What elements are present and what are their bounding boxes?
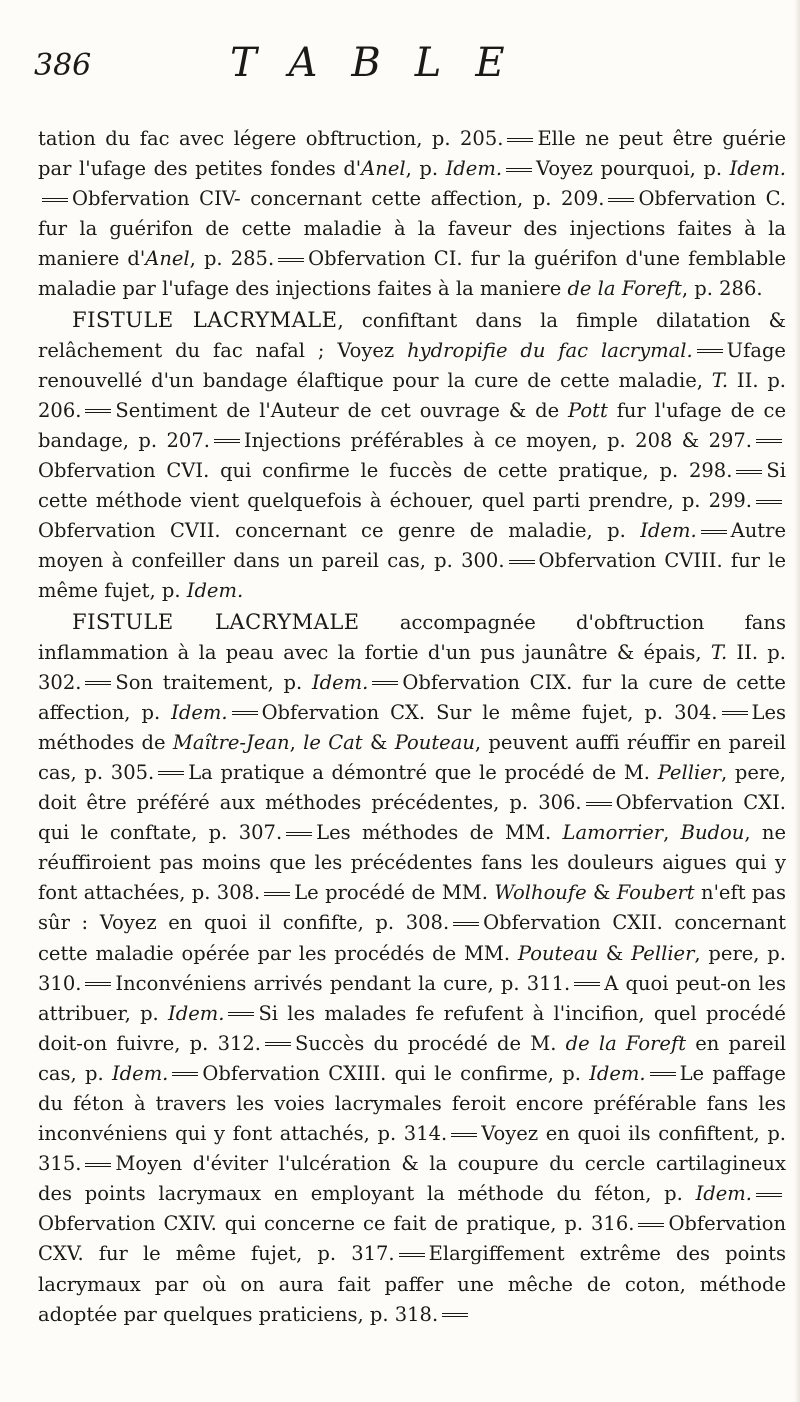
- entry-text: Obfervation C. fur la guérifon de cette maladie à la faveur des injections faites à la maniere d': [38, 187, 787, 271]
- italic-text: Idem.: [186, 579, 244, 603]
- entry-text: Obfervation CXIV. qui concerne ce fait de pratique, p. 316.: [38, 1212, 635, 1236]
- entry-text: ,: [289, 730, 304, 754]
- entry-text: n'eft pas sûr : Voyez en quoi il confifte, p. 308.: [38, 881, 786, 935]
- italic-text: hydropifie du fac lacrymal.: [407, 338, 693, 362]
- page-number: 386: [34, 48, 92, 83]
- entry-text: Voyez en quoi ils confiftent, p. 315.: [38, 1122, 787, 1176]
- entry-text: , confiftant dans la fimple dilatation & relâchement du fac nafal ; Voyez: [38, 308, 786, 362]
- entry-separator: [42, 198, 68, 202]
- running-title: TABLE: [230, 40, 539, 86]
- entry-separator: [265, 1042, 291, 1046]
- entry-separator: [286, 832, 312, 836]
- entry-text: Obfervation CIV- concernant cette affection, p. 209.: [72, 187, 605, 211]
- entry-separator: [756, 1193, 782, 1197]
- entry-text: Les méthodes de: [38, 700, 786, 754]
- entry-text: Obfervation CX. Sur le même fujet, p. 304.: [261, 700, 718, 724]
- entry-text: Obfervation CVII. concernant ce genre de maladie, p.: [38, 519, 641, 543]
- page-edge-shadow: [794, 0, 800, 1402]
- entry-text: Le paffage du féton à travers les voies lacrymales feroit encore préférable fans les inconvéniens qui y font attachés, p. 314.: [38, 1061, 786, 1146]
- italic-text: Idem.: [171, 700, 228, 724]
- entry-text: Si les malades fe refufent à l'incifion, quel procédé doit-on fuivre, p. 312.: [38, 1001, 786, 1055]
- entry-text: en pareil cas, p.: [38, 1031, 786, 1085]
- entry-text: accompagnée d'obftruction fans inflammation à la peau avec la fortie d'un pus jaunâtre & épais,: [38, 610, 786, 664]
- entry-text: Autre moyen à confeiller dans un pareil cas, p. 300.: [38, 519, 786, 573]
- entry-text: , p. 285.: [189, 247, 275, 271]
- entry-separator: [701, 530, 727, 534]
- index-entry-paragraph: [38, 124, 786, 305]
- entry-separator: [85, 1163, 111, 1167]
- italic-text: Anel: [361, 157, 406, 181]
- italic-text: Pellier: [631, 941, 695, 965]
- italic-text: Idem.: [311, 670, 369, 694]
- italic-text: Idem.: [640, 519, 697, 543]
- entry-text: Sentiment de l'Auteur de cet ouvrage & de: [115, 398, 569, 422]
- entry-separator: [442, 1313, 468, 1317]
- entry-text: Ufage renouvellé d'un bandage élaftique pour la cure de cette maladie,: [38, 338, 786, 392]
- italic-text: Idem.: [168, 1001, 225, 1025]
- entry-text: Obfervation CXV. fur le même fujet, p. 317.: [38, 1212, 786, 1266]
- entry-separator: [586, 802, 612, 806]
- entry-separator: [453, 922, 479, 926]
- entry-separator: [697, 349, 723, 353]
- index-entry-paragraph: [38, 607, 786, 1330]
- entry-separator: [372, 681, 398, 685]
- italic-text: Wolhoufe: [494, 881, 587, 905]
- entry-text: Inconvéniens arrivés pendant la cure, p. 311.: [115, 971, 571, 995]
- entry-separator: [228, 1012, 254, 1016]
- entry-text: , peuvent auffi réuffir en pareil cas, p. 305.: [38, 730, 786, 784]
- italic-text: Pellier: [657, 760, 722, 784]
- entry-separator: [638, 1223, 664, 1227]
- italic-text: Pouteau: [517, 941, 599, 965]
- entry-separator: [650, 1072, 676, 1076]
- entry-text: Obfervation CIX. fur la cure de cette affection, p.: [38, 670, 786, 724]
- italic-text: Idem.: [111, 1061, 169, 1085]
- italic-text: de la Foreft: [567, 277, 682, 301]
- italic-text: Idem.: [729, 157, 787, 181]
- entry-separator: [399, 1253, 425, 1257]
- entry-text: Si cette méthode vient quelquefois à échouer, quel parti prendre, p. 299.: [38, 459, 786, 513]
- italic-text: Anel: [145, 247, 190, 271]
- entry-text: , pere, doit être préféré aux méthodes précédentes, p. 306.: [38, 760, 787, 815]
- entry-separator: [509, 560, 535, 564]
- entry-text: Le procédé de MM.: [294, 881, 495, 905]
- italic-text: Lamorrier: [562, 821, 664, 845]
- entry-text: Injections préférables à ce moyen, p. 208 & 297.: [243, 428, 752, 452]
- entry-text: Obfervation CXIII. qui le confirme, p.: [202, 1061, 590, 1085]
- entry-separator: [507, 138, 533, 142]
- entry-text: Les méthodes de MM.: [316, 821, 563, 845]
- entry-separator: [158, 771, 184, 775]
- entry-text: Elle ne peut être guérie par l'ufage des petites fondes d': [38, 127, 786, 181]
- entry-separator: [85, 681, 111, 685]
- entry-separator: [736, 470, 762, 474]
- entry-heading: FISTULE LACRYMALE: [72, 307, 338, 332]
- entry-text: ,: [663, 821, 681, 845]
- entry-text: &: [586, 881, 617, 905]
- entry-text: La pratique a démontré que le procédé de M.: [188, 760, 658, 784]
- entry-text: , ne réuffiroient pas moins que les précédentes fans les douleurs aigues qui y font attachées, p. 308.: [38, 821, 787, 905]
- entry-text: &: [598, 941, 632, 965]
- entry-separator: [506, 168, 532, 172]
- entry-separator: [232, 711, 258, 715]
- italic-text: Maître-Jean: [172, 730, 290, 754]
- index-text-body: [38, 124, 786, 1330]
- entry-separator: [85, 982, 111, 986]
- entry-separator: [722, 711, 748, 715]
- entry-text: &: [362, 730, 395, 754]
- entry-text: II. p. 302.: [38, 640, 786, 694]
- entry-text: , p. 286.: [681, 277, 763, 301]
- italic-text: de la Foreft: [565, 1031, 687, 1055]
- italic-text: T.: [710, 640, 728, 664]
- entry-separator: [214, 439, 240, 443]
- entry-text: , pere, p. 310.: [38, 941, 786, 995]
- italic-text: Foubert: [616, 881, 695, 905]
- entry-text: A quoi peut-on les attribuer, p.: [38, 971, 786, 1025]
- italic-text: Pouteau: [394, 730, 475, 754]
- entry-text: II. p. 206.: [38, 368, 786, 422]
- entry-text: Obfervation CXII. concernant cette maladie opérée par les procédés de MM.: [38, 911, 786, 965]
- italic-text: Budou: [680, 821, 745, 845]
- entry-text: Obfervation CVI. qui confirme le fuccès de cette pratique, p. 298.: [38, 459, 733, 483]
- entry-text: Obfervation CI. fur la guérifon d'une femblable maladie par l'ufage des injections faites à la maniere: [38, 247, 786, 301]
- entry-text: fur l'ufage de ce bandage, p. 207.: [38, 398, 786, 452]
- entry-text: , p.: [405, 157, 446, 181]
- entry-separator: [574, 982, 600, 986]
- italic-text: Idem.: [695, 1182, 752, 1206]
- entry-text: Elargiffement extrême des points lacrymaux par où on aura fait paffer une mêche de coton, méthode adoptée par quelques praticiens, p. 318.: [38, 1242, 786, 1326]
- italic-text: Idem.: [589, 1061, 646, 1085]
- italic-text: Pott: [568, 398, 608, 422]
- entry-text: Moyen d'éviter l'ulcération & la coupure du cercle cartilagineux des points lacrymaux en employant la méthode du féton, p.: [38, 1152, 786, 1206]
- entry-separator: [172, 1072, 198, 1076]
- entry-separator: [756, 439, 782, 443]
- entry-separator: [608, 198, 634, 202]
- entry-text: Obfervation CVIII. fur le même fujet, p.: [38, 549, 786, 603]
- italic-text: T.: [711, 368, 729, 392]
- entry-text: Obfervation CXI. qui le conftate, p. 307.: [38, 791, 786, 845]
- entry-text: Voyez pourquoi, p.: [536, 157, 730, 181]
- index-entry-paragraph: [38, 305, 786, 607]
- italic-text: le Cat: [303, 730, 363, 754]
- entry-text: tation du fac avec légere obftruction, p. 205.: [38, 127, 504, 150]
- entry-text: Son traitement, p.: [115, 670, 312, 694]
- entry-text: Succès du procédé de M.: [295, 1031, 566, 1055]
- entry-separator: [264, 892, 290, 896]
- entry-separator: [85, 409, 111, 413]
- italic-text: Idem.: [445, 157, 503, 181]
- entry-separator: [278, 258, 304, 262]
- entry-separator: [756, 500, 782, 504]
- entry-separator: [451, 1133, 477, 1137]
- entry-heading: FISTULE LACRYMALE: [72, 609, 360, 634]
